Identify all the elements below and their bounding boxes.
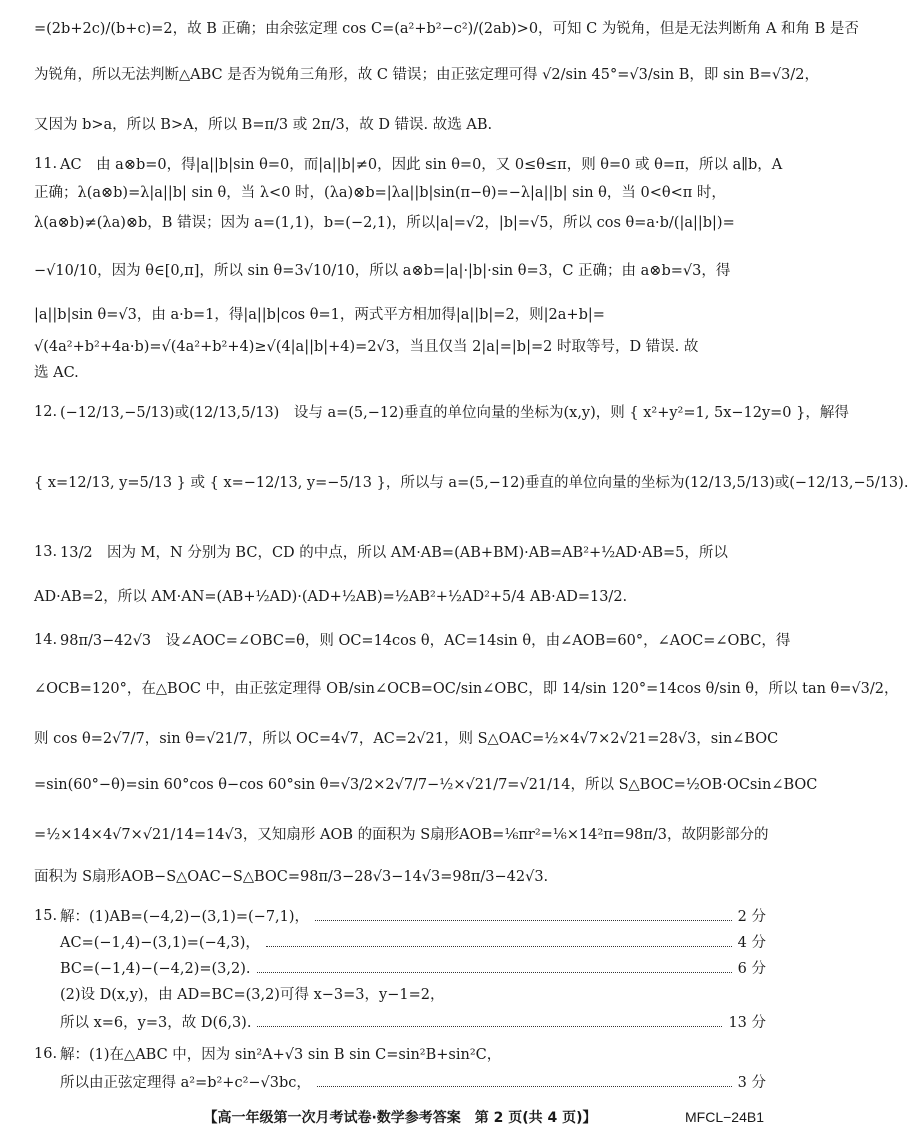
- q15-row-1-score: 2 分: [737, 909, 766, 925]
- q16-row-1: 解：(1)在△ABC 中，因为 sin²A+√3 sin B sin C=sin²B+sin²C，: [60, 1047, 502, 1063]
- q12-line-1: (−12/13,−5/13)或(12/13,5/13) 设与 a=(5,−12)垂直的单位向量的坐标为(x,y)，则 { x²+y²=1, 5x−12y=0 }，解得: [60, 405, 849, 421]
- q15-row-3: [60, 960, 766, 978]
- q15-number: 15.: [34, 908, 58, 924]
- q15-row-2-text: AC=(−1,4)−(3,1)=(−4,3)，: [60, 935, 260, 951]
- q12-number: 12.: [34, 404, 58, 420]
- q11-number: 11.: [34, 156, 58, 172]
- q11-line-1: AC 由 a⊗b=0，得|a||b|sin θ=0，而|a||b|≠0，因此 sin θ=0，又 0≤θ≤π，则 θ=0 或 θ=π，所以 a∥b，A: [60, 157, 783, 173]
- q15-row-5-text: 所以 x=6，y=3，故 D(6,3).: [60, 1015, 252, 1031]
- q12-line-2: { x=12/13, y=5/13 } 或 { x=−12/13, y=−5/13 }，所以与 a=(5,−12)垂直的单位向量的坐标为(12/13,5/13)或(−12/13,−5/13).: [34, 475, 908, 491]
- q15-row-5-score: 13 分: [728, 1015, 766, 1031]
- intro-line-3: 又因为 b>a，所以 B>A，所以 B=π/3 或 2π/3，故 D 错误. 故选 AB.: [34, 117, 493, 133]
- q13-number: 13.: [34, 544, 58, 560]
- q14-line-2: ∠OCB=120°，在△BOC 中，由正弦定理得 OB/sin∠OCB=OC/sin∠OBC，即 14/sin 120°=14cos θ/sin θ，所以 tan θ=√3/2，: [34, 681, 899, 697]
- q15-row-2-score: 4 分: [737, 935, 766, 951]
- q11-line-4: −√10/10，因为 θ∈[0,π]，所以 sin θ=3√10/10，所以 a⊗b=|a|·|b|·sin θ=3，C 正确；由 a⊗b=√3，得: [34, 263, 731, 279]
- footer-title: 【高一年级第一次月考试卷·数学参考答案 第 2 页(共 4 页)】: [203, 1110, 597, 1126]
- q14-number: 14.: [34, 632, 58, 648]
- q14-line-4: =sin(60°−θ)=sin 60°cos θ−cos 60°sin θ=√3/2×2√7/7−½×√21/7=√21/14，所以 S△BOC=½OB·OCsin∠BOC: [34, 777, 818, 793]
- page-footer: [0, 1104, 800, 1130]
- q15-row-5: [60, 1014, 766, 1032]
- q13-line-2: AD·AB=2，所以 AM·AN=(AB+½AD)·(AD+½AB)=½AB²+½AD²+5/4 AB·AD=13/2.: [34, 589, 628, 605]
- leader-dots: [257, 1026, 722, 1027]
- q14-line-6: 面积为 S扇形AOB−S△OAC−S△BOC=98π/3−28√3−14√3=98π/3−42√3.: [34, 869, 549, 885]
- leader-dots: [257, 972, 732, 973]
- q11-line-3: λ(a⊗b)≠(λa)⊗b，B 错误；因为 a=(1,1)，b=(−2,1)，所以|a|=√2，|b|=√5，所以 cos θ=a·b/(|a||b|)=: [34, 215, 735, 231]
- q13-line-1: 13/2 因为 M，N 分别为 BC，CD 的中点，所以 AM·AB=(AB+BM)·AB=AB²+½AD·AB=5，所以: [60, 545, 728, 561]
- q11-line-7: 选 AC.: [34, 365, 79, 381]
- q15-row-2: [60, 934, 766, 952]
- q14-line-1: 98π/3−42√3 设∠AOC=∠OBC=θ，则 OC=14cos θ，AC=14sin θ，由∠AOB=60°，∠AOC=∠OBC，得: [60, 633, 791, 649]
- q14-line-5: =½×14×4√7×√21/14=14√3，又知扇形 AOB 的面积为 S扇形AOB=⅙πr²=⅙×14²π=98π/3，故阴影部分的: [34, 827, 769, 843]
- q16-row-2: [60, 1074, 766, 1092]
- leader-dots: [266, 946, 732, 947]
- q16-row-2-score: 3 分: [737, 1075, 766, 1091]
- intro-line-2: 为锐角，所以无法判断△ABC 是否为锐角三角形，故 C 错误；由正弦定理可得 √2/sin 45°=√3/sin B，即 sin B=√3/2，: [34, 67, 819, 83]
- q15-row-4: (2)设 D(x,y)，由 AD=BC=(3,2)可得 x−3=3，y−1=2，: [60, 987, 445, 1003]
- q16-number: 16.: [34, 1046, 58, 1062]
- q11-line-6: √(4a²+b²+4a·b)=√(4a²+b²+4)≥√(4|a||b|+4)=2√3，当且仅当 2|a|=|b|=2 时取等号，D 错误. 故: [34, 339, 699, 355]
- leader-dots: [315, 920, 732, 921]
- q11-line-2: 正确；λ(a⊗b)=λ|a||b| sin θ，当 λ<0 时，(λa)⊗b=|λa||b|sin(π−θ)=−λ|a||b| sin θ，当 0<θ<π 时，: [34, 185, 726, 201]
- q15-row-3-text: BC=(−1,4)−(−4,2)=(3,2).: [60, 961, 251, 977]
- q15-row-1-text: 解：(1)AB=(−4,2)−(3,1)=(−7,1)，: [60, 909, 310, 925]
- q16-row-2-text: 所以由正弦定理得 a²=b²+c²−√3bc，: [60, 1075, 311, 1091]
- q14-line-3: 则 cos θ=2√7/7，sin θ=√21/7，所以 OC=4√7，AC=2√21，则 S△OAC=½×4√7×2√21=28√3，sin∠BOC: [34, 731, 779, 747]
- intro-line-1: =(2b+2c)/(b+c)=2，故 B 正确；由余弦定理 cos C=(a²+b²−c²)/(2ab)>0，可知 C 为锐角，但是无法判断角 A 和角 B 是否: [34, 21, 859, 37]
- q11-line-5: |a||b|sin θ=√3，由 a·b=1，得|a||b|cos θ=1，两式平方相加得|a||b|=2，则|2a+b|=: [34, 307, 605, 323]
- footer-code: MFCL−24B1: [685, 1109, 764, 1125]
- leader-dots: [317, 1086, 732, 1087]
- q15-row-3-score: 6 分: [737, 961, 766, 977]
- q15-row-1: [60, 908, 766, 926]
